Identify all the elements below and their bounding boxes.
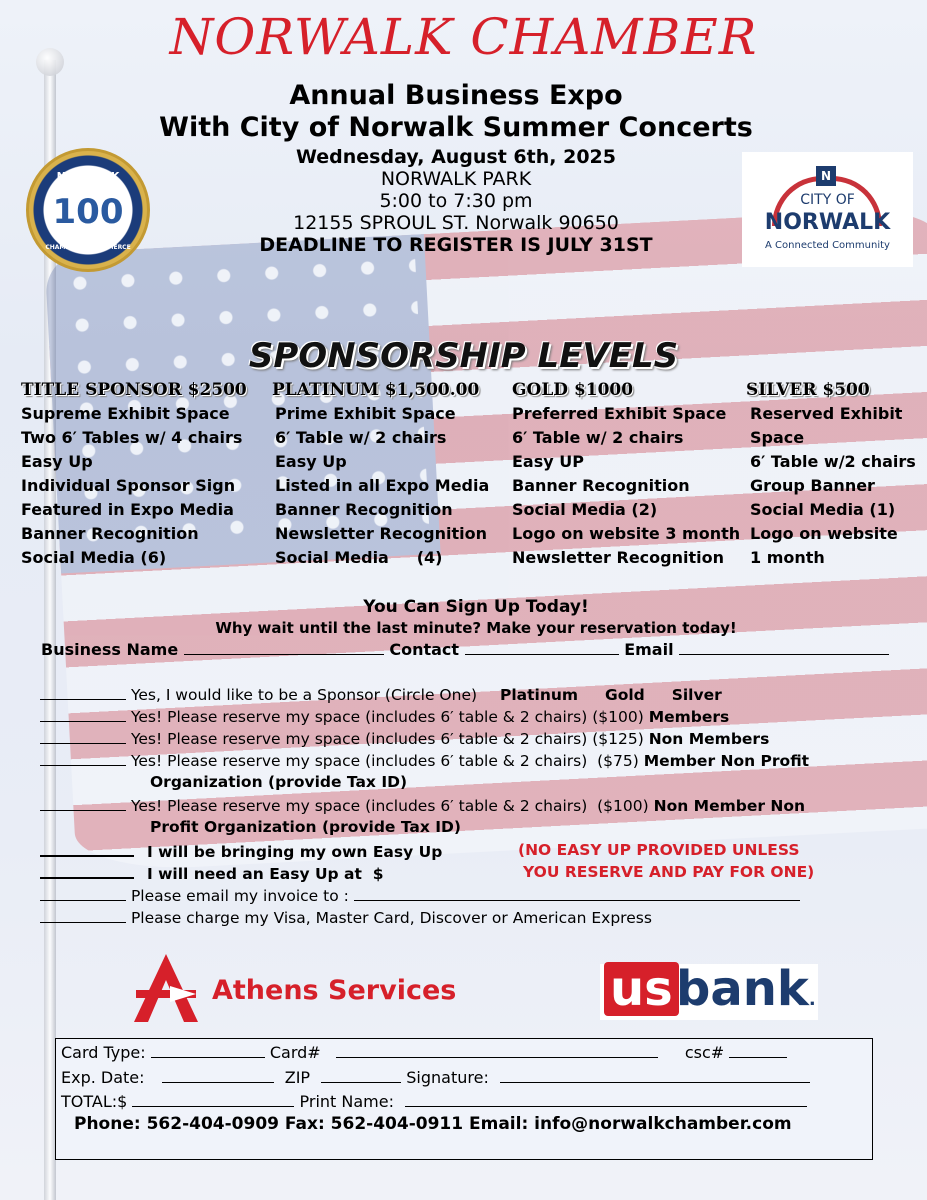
- easyup-own-line[interactable]: [40, 841, 134, 857]
- list-item: Social Media (2): [512, 500, 658, 519]
- business-info-line: [41, 640, 889, 659]
- easyup-need-row: [40, 863, 384, 883]
- list-item: Reserved Exhibit: [750, 404, 903, 423]
- sponsor-option-row: [40, 685, 722, 704]
- event-venue: NORWALK PARK: [380, 168, 532, 190]
- city-logo-of: CITY OF: [800, 192, 855, 208]
- list-item: Prime Exhibit Space: [275, 404, 456, 423]
- list-item: Two 6′ Tables w/ 4 chairs: [21, 428, 243, 447]
- list-item: Listed in all Expo Media: [275, 476, 490, 495]
- list-item: Individual Sponsor Sign: [21, 476, 236, 495]
- reserve-type: Non Members: [648, 730, 770, 748]
- card-number-field[interactable]: [336, 1043, 658, 1058]
- sponsor-option-silver[interactable]: Silver: [671, 686, 722, 704]
- reserve-type-continued: Organization (provide Tax ID): [150, 773, 408, 791]
- zip-field[interactable]: [321, 1068, 401, 1083]
- sponsor-checkbox-line[interactable]: [40, 685, 126, 700]
- sponsor-text: Yes, I would like to be a Sponsor (Circle One): [130, 686, 478, 704]
- list-item: 1 month: [750, 548, 825, 567]
- card-type-label: Card Type:: [61, 1043, 146, 1062]
- reserve-nonmember-nonprofit-row: [40, 796, 805, 815]
- exp-date-field[interactable]: [162, 1068, 274, 1083]
- contact-field[interactable]: [465, 640, 619, 655]
- charge-row: [40, 908, 652, 927]
- event-subtitle: Annual Business Expo: [289, 80, 623, 111]
- signup-subheading: Why wait until the last minute? Make your reservation today!: [215, 619, 737, 637]
- event-date: Wednesday, August 6th, 2025: [296, 146, 616, 168]
- event-time: 5:00 to 7:30 pm: [379, 190, 533, 212]
- invoice-email-field[interactable]: [354, 886, 800, 901]
- total-field[interactable]: [132, 1092, 294, 1107]
- event-address: 12155 SPROUL ST. Norwalk 90650: [293, 212, 619, 234]
- easyup-warning-2: YOU RESERVE AND PAY FOR ONE): [523, 863, 815, 881]
- seal-number: 100: [52, 192, 124, 232]
- usbank-logo-bank-text: bank: [676, 961, 809, 1017]
- easyup-need-line[interactable]: [40, 863, 134, 879]
- reserve-member-nonprofit-row: [40, 751, 809, 770]
- total-row: [61, 1092, 807, 1111]
- list-item: Easy UP: [512, 452, 584, 471]
- reserve-type: Non Member Non: [653, 797, 806, 815]
- total-label: TOTAL:$: [61, 1092, 128, 1111]
- list-item: Featured in Expo Media: [21, 500, 234, 519]
- list-item: Supreme Exhibit Space: [21, 404, 230, 423]
- csc-label: csc#: [684, 1043, 725, 1062]
- print-name-label: Print Name:: [299, 1092, 394, 1111]
- reserve-type: Member Non Profit: [643, 752, 810, 770]
- exp-row: [61, 1068, 810, 1087]
- usbank-logo-mark: .: [808, 989, 816, 1010]
- silver-heading: SILVER $500: [746, 380, 870, 400]
- usbank-logo-us: us: [604, 962, 679, 1016]
- easyup-own-row: [40, 841, 442, 861]
- card-type-field[interactable]: [151, 1043, 265, 1058]
- card-number-label: Card#: [269, 1043, 321, 1062]
- reserve-price: ($100): [592, 797, 649, 815]
- list-item: Logo on website 3 month: [512, 524, 741, 543]
- list-item: Logo on website: [750, 524, 898, 543]
- platinum-heading: PLATINUM $1,500.00: [272, 380, 480, 400]
- list-item: 6′ Table w/ 2 chairs: [275, 428, 447, 447]
- signature-field[interactable]: [500, 1068, 810, 1083]
- sponsor-option-gold[interactable]: Gold: [604, 686, 645, 704]
- seal-top-text: NORWALK: [56, 170, 120, 183]
- reserve-price: ($125): [592, 730, 644, 748]
- city-logo-pin-icon: N: [816, 166, 836, 186]
- list-item: Newsletter Recognition: [275, 524, 487, 543]
- reserve-price: ($75): [592, 752, 639, 770]
- csc-field[interactable]: [729, 1043, 787, 1058]
- list-item: Banner Recognition: [512, 476, 690, 495]
- athens-services-logo-icon: [130, 952, 202, 1024]
- invoice-checkbox-line[interactable]: [40, 886, 126, 901]
- contact-label: Contact: [389, 640, 460, 659]
- reserve-checkbox-line[interactable]: [40, 751, 126, 766]
- sponsorship-title: SPONSORSHIP LEVELS: [248, 336, 679, 376]
- list-item: Easy Up: [21, 452, 93, 471]
- reserve-checkbox-line[interactable]: [40, 707, 126, 722]
- signup-heading: You Can Sign Up Today!: [363, 597, 589, 617]
- list-item: 6′ Table w/2 chairs: [750, 452, 916, 471]
- list-item: Social Media (1): [750, 500, 896, 519]
- invoice-text: Please email my invoice to :: [130, 887, 349, 905]
- email-field[interactable]: [679, 640, 889, 655]
- reserve-text: Yes! Please reserve my space (includes 6′ table & 2 chairs): [130, 708, 588, 726]
- reserve-nonmember-row: [40, 729, 769, 748]
- list-item: 6′ Table w/ 2 chairs: [512, 428, 684, 447]
- gold-heading: GOLD $1000: [512, 380, 634, 400]
- reserve-text: Yes! Please reserve my space (includes 6′ table & 2 chairs): [130, 797, 588, 815]
- invoice-row: [40, 886, 800, 905]
- reserve-type: Members: [648, 708, 730, 726]
- card-type-row: [61, 1043, 787, 1062]
- sponsor-option-platinum[interactable]: Platinum: [499, 686, 579, 704]
- list-item: Easy Up: [275, 452, 347, 471]
- easyup-need-text: I will need an Easy Up at $: [146, 865, 384, 883]
- contact-info: Phone: 562-404-0909 Fax: 562-404-0911 Email: info@norwalkchamber.com: [74, 1114, 792, 1134]
- charge-checkbox-line[interactable]: [40, 908, 126, 923]
- reserve-checkbox-line[interactable]: [40, 729, 126, 744]
- easyup-own-text: I will be bringing my own Easy Up: [146, 843, 443, 861]
- email-label: Email: [624, 640, 674, 659]
- title-sponsor-heading: TITLE SPONSOR $2500: [21, 380, 247, 400]
- seal-bottom-text: CHAMBER OF COMMERCE: [45, 244, 131, 251]
- event-subtitle-2: With City of Norwalk Summer Concerts: [159, 112, 753, 143]
- reserve-member-row: [40, 707, 729, 726]
- easyup-warning: (NO EASY UP PROVIDED UNLESS: [518, 841, 800, 859]
- city-logo-name: NORWALK: [764, 210, 891, 235]
- reserve-price: ($100): [592, 708, 644, 726]
- registration-deadline: DEADLINE TO REGISTER IS JULY 31ST: [259, 234, 653, 256]
- list-item: Social Media (4): [275, 548, 443, 567]
- reserve-checkbox-line[interactable]: [40, 796, 126, 811]
- list-item: Newsletter Recognition: [512, 548, 724, 567]
- athens-services-logo-text: Athens Services: [212, 975, 457, 1006]
- business-name-label: Business Name: [41, 640, 179, 659]
- charge-text: Please charge my Visa, Master Card, Discover or American Express: [130, 909, 652, 927]
- reserve-type-continued: Profit Organization (provide Tax ID): [150, 818, 461, 836]
- list-item: Preferred Exhibit Space: [512, 404, 727, 423]
- usbank-logo-bank: [676, 962, 816, 1027]
- list-item: Social Media (6): [21, 548, 167, 567]
- page-title: NORWALK CHAMBER: [169, 8, 758, 66]
- list-item: Banner Recognition: [21, 524, 199, 543]
- city-logo-tagline: A Connected Community: [765, 240, 890, 251]
- reserve-text: Yes! Please reserve my space (includes 6′ table & 2 chairs): [130, 730, 588, 748]
- print-name-field[interactable]: [405, 1092, 807, 1107]
- list-item: Group Banner: [750, 476, 875, 495]
- zip-label: ZIP: [284, 1068, 311, 1087]
- exp-date-label: Exp. Date:: [61, 1068, 145, 1087]
- list-item: Banner Recognition: [275, 500, 453, 519]
- signature-label: Signature:: [406, 1068, 489, 1087]
- reserve-text: Yes! Please reserve my space (includes 6′ table & 2 chairs): [130, 752, 588, 770]
- business-name-field[interactable]: [184, 640, 384, 655]
- list-item: Space: [750, 428, 805, 447]
